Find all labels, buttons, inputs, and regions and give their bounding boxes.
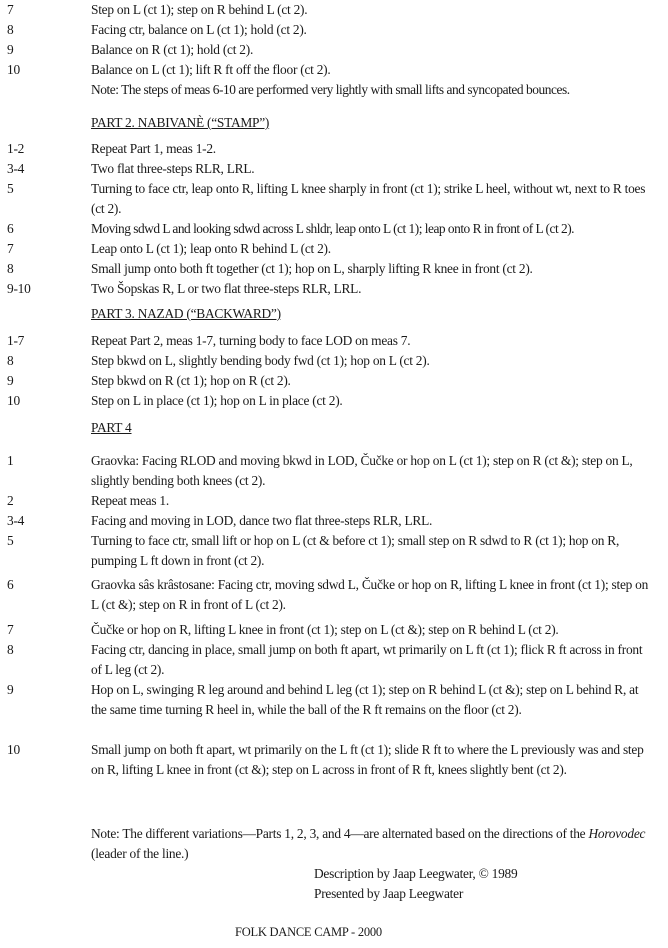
step-text: Graovka sâs krâstosane: Facing ctr, moving sdwd L, Čučke or hop on R, lifting L knee in front (ct 1); step on L (ct &); step on R in front of L (ct 2).: [91, 577, 649, 612]
step-text: Turning to face ctr, small lift or hop on L (ct & before ct 1); small step on R sdwd to R (ct 1); hop on R, pumping L ft down in front (ct 2).: [91, 533, 620, 568]
part2-heading: PART 2. NABIVANÈ (“STAMP”): [91, 115, 270, 130]
step-text: Balance on L (ct 1); lift R ft off the floor (ct 2).: [91, 62, 331, 77]
measure-number: 5: [7, 181, 14, 196]
measure-number: 6: [7, 577, 14, 592]
measure-number: 1-2: [7, 141, 25, 156]
measure-number: 3-4: [7, 161, 25, 176]
measure-number: 10: [7, 393, 20, 408]
step-text: Repeat Part 1, meas 1-2.: [91, 141, 216, 156]
final-note-italic: Horovodec: [588, 826, 646, 841]
step-text: Leap onto L (ct 1); leap onto R behind L (ct 2).: [91, 241, 331, 256]
measure-number: 7: [7, 2, 14, 17]
step-text: Two Šopskas R, L or two flat three-steps RLR, LRL.: [91, 281, 362, 296]
step-text: Small jump on both ft apart, wt primarily on the L ft (ct 1); slide R ft to where the L previously was and step on R, lifting L knee in front (ct &); step on L across in front of R ft, knees slightly bent (ct 2).: [91, 742, 644, 777]
step-text: Facing ctr, balance on L (ct 1); hold (ct 2).: [91, 22, 307, 37]
part4-heading: PART 4: [91, 420, 132, 435]
measure-number: 10: [7, 742, 20, 757]
step-text: Step on L in place (ct 1); hop on L in place (ct 2).: [91, 393, 343, 408]
step-text: Moving sdwd L and looking sdwd across L shldr, leap onto L (ct 1); leap onto R in front of L (ct 2).: [91, 221, 575, 236]
step-text: Facing and moving in LOD, dance two flat three-steps RLR, LRL.: [91, 513, 433, 528]
measure-number: 9-10: [7, 281, 31, 296]
measure-number: 8: [7, 22, 14, 37]
measure-number: 3-4: [7, 513, 25, 528]
measure-number: 8: [7, 642, 14, 657]
step-text: Repeat meas 1.: [91, 493, 169, 508]
step-text: Step bkwd on L, slightly bending body fwd (ct 1); hop on L (ct 2).: [91, 353, 430, 368]
measure-number: 5: [7, 533, 14, 548]
measure-number: 10: [7, 62, 20, 77]
measure-number: 9: [7, 42, 14, 57]
description-credit: Description by Jaap Leegwater, © 1989: [314, 866, 518, 881]
final-note-text: Note: The different variations—Parts 1, 2, 3, and 4—are alternated based on the directions of the: [91, 826, 589, 841]
page-footer: FOLK DANCE CAMP - 2000: [235, 925, 382, 939]
measure-number: 8: [7, 353, 14, 368]
step-text: Balance on R (ct 1); hold (ct 2).: [91, 42, 254, 57]
part3-heading: PART 3. NAZAD (“BACKWARD”): [91, 306, 281, 321]
measure-number: 7: [7, 241, 14, 256]
step-text: Small jump onto both ft together (ct 1); hop on L, sharply lifting R knee in front (ct 2).: [91, 261, 533, 276]
step-text: Hop on L, swinging R leg around and behind L leg (ct 1); step on R behind L (ct &); step on L behind R, at the same time turning R heel in, while the ball of the R ft remains on the floor (ct 2).: [91, 682, 639, 717]
step-text: Turning to face ctr, leap onto R, lifting L knee sharply in front (ct 1); strike L heel, without wt, next to R toes (ct 2).: [91, 181, 646, 216]
step-text: Facing ctr, dancing in place, small jump on both ft apart, wt primarily on L ft (ct 1); flick R ft across in front of L leg (ct 2).: [91, 642, 643, 677]
measure-number: 7: [7, 622, 14, 637]
step-text: Graovka: Facing RLOD and moving bkwd in LOD, Čučke or hop on L (ct 1); step on R (ct &); step on L, slightly bending both knees (ct 2).: [91, 453, 633, 488]
measure-number: 1-7: [7, 333, 25, 348]
measure-number: 6: [7, 221, 14, 236]
step-text: Step bkwd on R (ct 1); hop on R (ct 2).: [91, 373, 291, 388]
part1-note: Note: The steps of meas 6-10 are performed very lightly with small lifts and syncopated bounces.: [91, 82, 570, 97]
measure-number: 9: [7, 373, 14, 388]
measure-number: 8: [7, 261, 14, 276]
step-text: Repeat Part 2, meas 1-7, turning body to face LOD on meas 7.: [91, 333, 411, 348]
final-note: [91, 824, 656, 864]
presenter-credit: Presented by Jaap Leegwater: [314, 886, 464, 901]
measure-number: 2: [7, 493, 14, 508]
step-text: Čučke or hop on R, lifting L knee in front (ct 1); step on L (ct &); step on R behind L (ct 2).: [91, 622, 559, 637]
final-note-tail: (leader of the line.): [91, 846, 189, 861]
measure-number: 1: [7, 453, 14, 468]
step-text: Two flat three-steps RLR, LRL.: [91, 161, 255, 176]
step-text: Step on L (ct 1); step on R behind L (ct 2).: [91, 2, 308, 17]
measure-number: 9: [7, 682, 14, 697]
